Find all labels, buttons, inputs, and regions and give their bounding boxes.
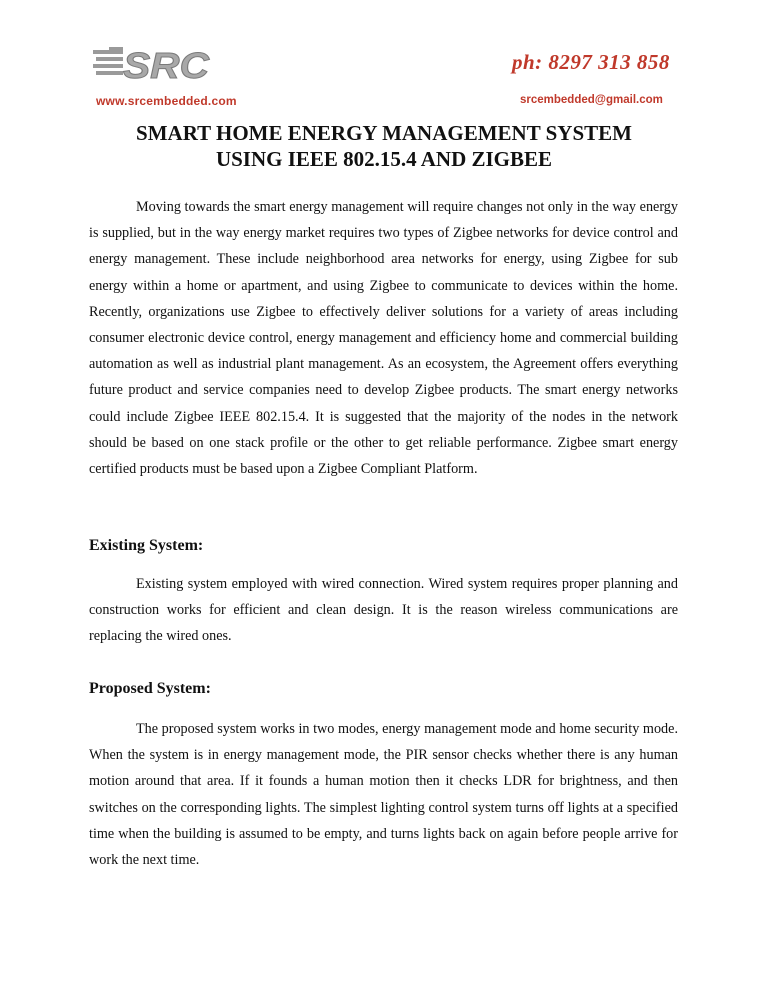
proposed-system-heading: Proposed System:: [89, 680, 211, 697]
title-line-1: SMART HOME ENERGY MANAGEMENT SYSTEM: [136, 121, 632, 145]
proposed-system-paragraph: [89, 716, 678, 873]
intro-paragraph: [89, 194, 678, 482]
existing-system-text: Existing system employed with wired connection. Wired system requires proper planning and construction works for efficient and clean design. It is the reason wireless communications are replacing the wired ones.: [89, 576, 678, 645]
phone-number: ph: 8297 313 858: [512, 50, 670, 74]
src-logo: [93, 44, 213, 84]
website-link[interactable]: www.srcembedded.com: [96, 94, 237, 108]
existing-system-paragraph: [89, 571, 678, 650]
logo-lettering: SRC: [123, 45, 211, 84]
intro-paragraph-text: Moving towards the smart energy management will require changes not only in the way energy is supplied, but in the way energy market requires two types of Zigbee networks for device control and energy management. These include neighborhood area networks for energy, using Zigbee for sub energy within a home or apartment, and using Zigbee to communicate to devices within the home. Recently, organizations use Zigbee to effectively deliver solutions for a variety of areas including consumer electronic device control, energy management and efficiency home and commercial building automation as well as industrial plant management. As an ecosystem, the Agreement offers everything future product and service companies need to develop Zigbee products. The smart energy networks could include Zigbee IEEE 802.15.4. It is suggested that the majority of the nodes in the network should be based on one stack profile or the other to get reliable performance. Zigbee smart energy certified products must be based upon a Zigbee Compliant Platform.: [89, 199, 678, 478]
document-title: [0, 120, 768, 172]
proposed-system-text: The proposed system works in two modes, energy management mode and home security mode. When the system is in energy management mode, the PIR sensor checks whether there is any human motion around that area. If it founds a human motion then it checks LDR for brightness, and then switches on the corresponding lights. The simplest lighting control system turns off lights at a specified time when the building is assumed to be empty, and turns lights back on again before people arrive for work the next time.: [89, 721, 678, 869]
email-address[interactable]: srcembedded@gmail.com: [520, 94, 663, 106]
title-line-2: USING IEEE 802.15.4 AND ZIGBEE: [215, 147, 553, 171]
existing-system-heading: Existing System:: [89, 537, 204, 554]
letterhead: [0, 0, 768, 118]
